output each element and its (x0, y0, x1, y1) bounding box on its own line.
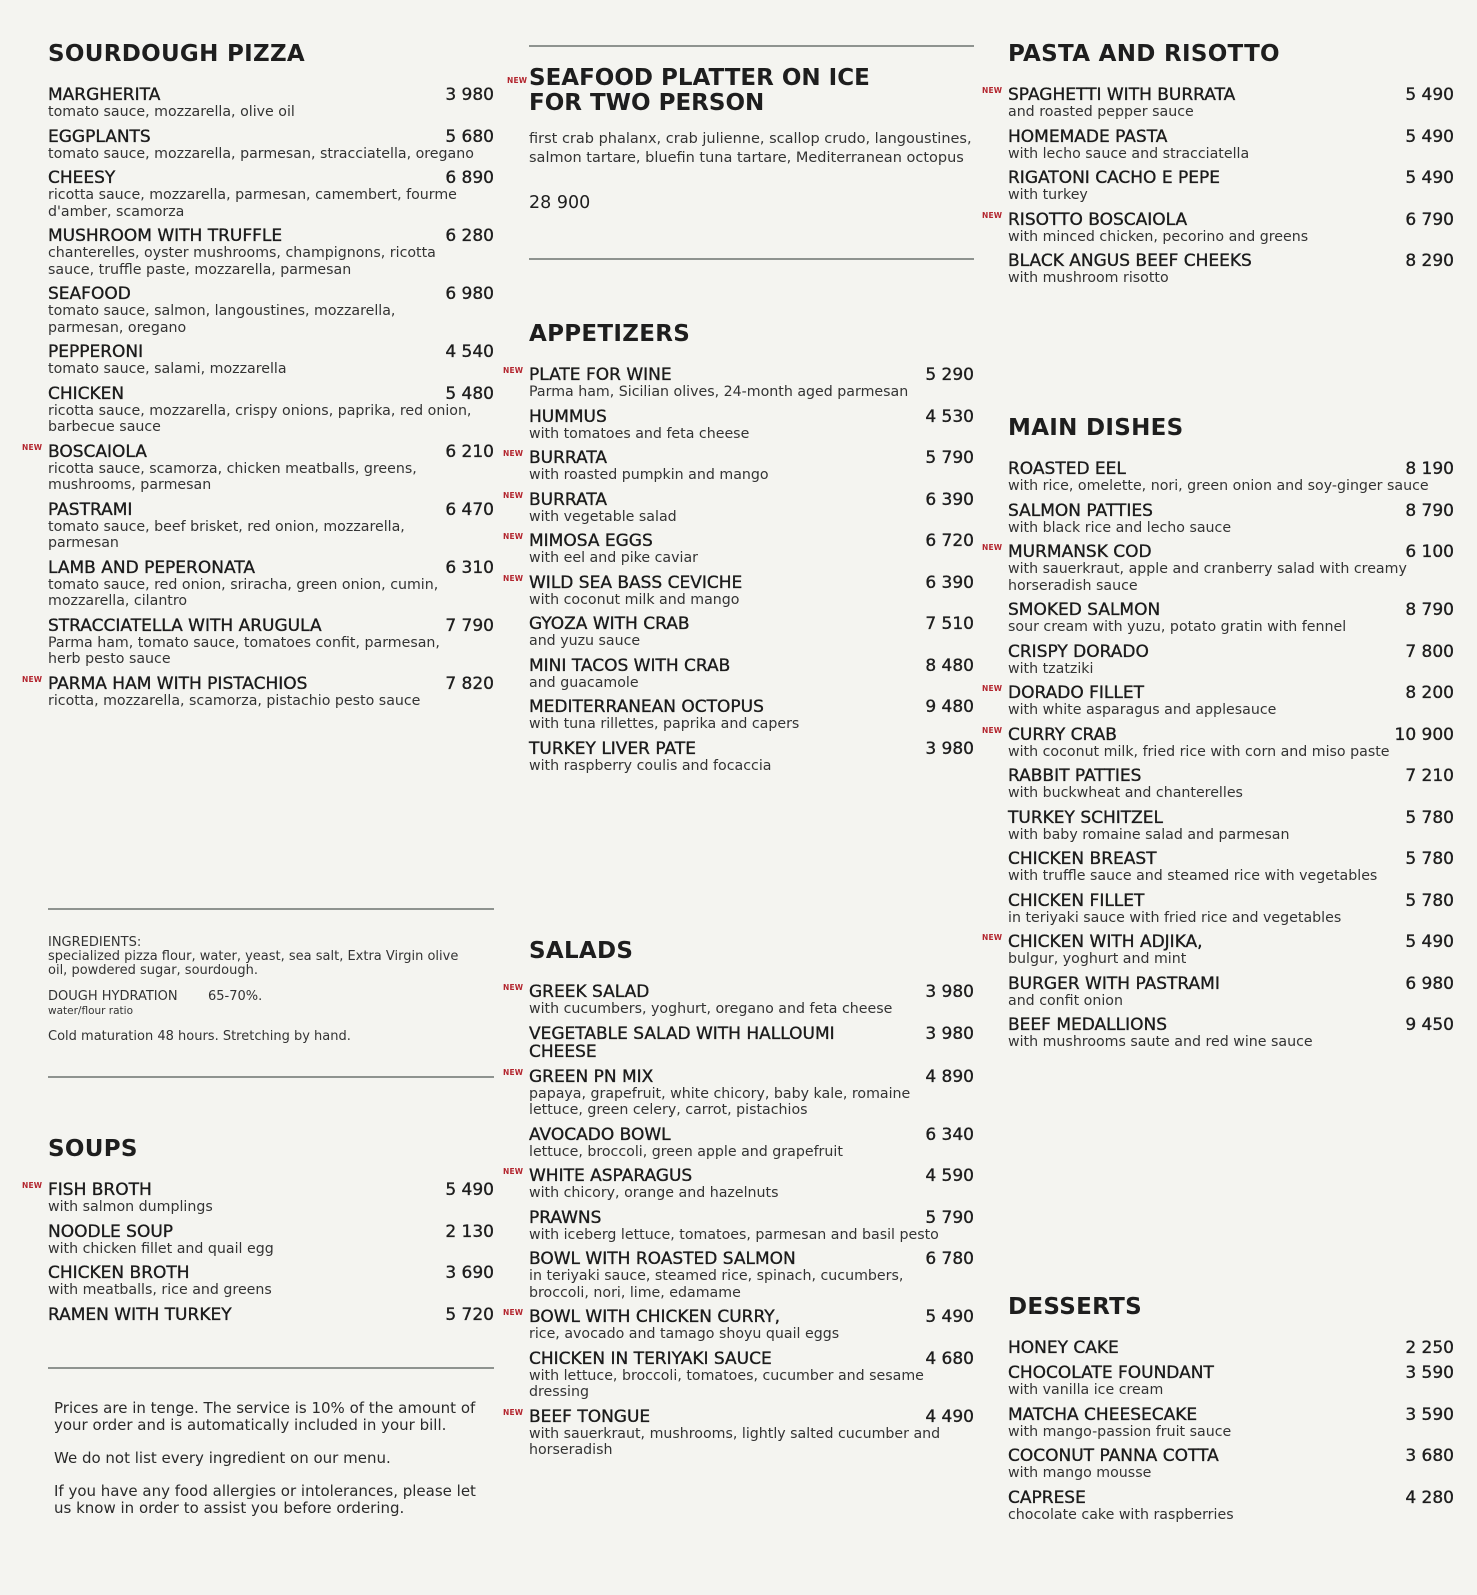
menu-item (503, 448, 974, 484)
menu-list (503, 982, 974, 1459)
item-price: 6 470 (445, 499, 494, 520)
ingredients-note (48, 936, 494, 1044)
item-desc: lettuce, broccoli, green apple and grapefruit (529, 1143, 843, 1160)
item-name: NOODLE SOUP (48, 1221, 174, 1242)
item-price: 6 280 (445, 226, 494, 246)
item-price: 6 310 (445, 557, 494, 578)
item-desc: with coconut milk, fried rice with corn and miso paste (1008, 743, 1390, 760)
item-name: CRISPY DORADO (1008, 641, 1149, 662)
item-desc: with buckwheat and chanterelles (1008, 785, 1243, 801)
new-badge: NEW (503, 490, 524, 500)
item-desc: with eel and pike caviar (529, 550, 698, 566)
item-name: BURGER WITH PASTRAMI (1008, 973, 1220, 994)
new-badge: NEW (982, 210, 1003, 220)
menu-item (503, 489, 974, 526)
menu-item (1008, 1447, 1454, 1482)
item-desc: ricotta sauce, scamorza, chicken meatballs, greens, mushrooms, parmesan (48, 460, 417, 493)
item-name: RABBIT PATTIES (1008, 766, 1142, 786)
note-allergies: If you have any food allergies or intolerances, please let us know in order to assist you before ordering. (54, 1482, 476, 1517)
item-name: CHICKEN IN TERIYAKI SAUCE (529, 1348, 772, 1369)
menu-item (982, 85, 1454, 121)
new-badge: NEW (503, 983, 524, 992)
item-price: 6 780 (925, 1249, 974, 1269)
item-name: SEAFOOD (48, 284, 131, 304)
item-name: HONEY CAKE (1008, 1338, 1119, 1358)
item-name: BEEF MEDALLIONS (1008, 1015, 1168, 1035)
item-name: MATCHA CHEESECAKE (1008, 1404, 1198, 1425)
menu-item (529, 408, 974, 443)
section-appetizers (503, 320, 974, 781)
item-name: WILD SEA BASS CEVICHE (529, 572, 743, 593)
menu-item (48, 617, 494, 668)
item-name: BEEF TONGUE (529, 1406, 651, 1427)
section-desserts (1008, 1293, 1454, 1530)
divider (48, 908, 494, 910)
item-price: 6 790 (1405, 209, 1454, 230)
section-title: DESSERTS (1008, 1294, 1142, 1320)
item-price: 5 490 (1405, 168, 1454, 188)
item-price: 8 200 (1405, 683, 1454, 703)
item-desc: tomato sauce, red onion, sriracha, green onion, cumin, mozzarella, cilantro (48, 576, 439, 609)
item-desc: with roasted pumpkin and mango (529, 467, 769, 483)
note-ingredients: We do not list every ingredient on our menu. (54, 1449, 391, 1467)
new-badge: NEW (22, 1181, 43, 1190)
item-price: 8 290 (1405, 251, 1454, 271)
item-price: 4 680 (925, 1348, 974, 1369)
item-price: 5 720 (445, 1304, 494, 1325)
item-name: CHICKEN BROTH (48, 1263, 190, 1283)
item-name: STRACCIATELLA WITH ARUGULA (48, 615, 322, 636)
section-title: MAIN DISHES (1008, 415, 1184, 441)
new-badge: NEW (503, 1407, 524, 1417)
menu-item (529, 740, 974, 775)
item-desc: with meatballs, rice and greens (48, 1282, 272, 1298)
item-desc: tomato sauce, mozzarella, parmesan, stracciatella, oregano (48, 145, 474, 162)
menu-list (22, 1180, 494, 1325)
menu-list (982, 85, 1454, 287)
menu-item (1008, 1339, 1454, 1357)
item-price: 3 680 (1405, 1446, 1454, 1466)
item-desc: and confit onion (1008, 992, 1123, 1009)
item-price: 4 890 (925, 1066, 974, 1087)
item-desc: with salmon dumplings (48, 1199, 213, 1215)
item-price: 5 780 (1405, 849, 1454, 869)
menu-item (48, 285, 494, 336)
item-price: 5 490 (445, 1180, 494, 1200)
item-name: CHICKEN FILLET (1008, 890, 1145, 911)
new-badge: NEW (503, 1167, 524, 1176)
item-name: SALMON PATTIES (1008, 500, 1153, 521)
item-name: TURKEY LIVER PATE (529, 738, 696, 759)
menu-item (48, 385, 494, 436)
item-name: BOWL WITH CHICKEN CURRY, (529, 1307, 781, 1327)
new-badge: NEW (982, 86, 1003, 95)
item-name: MURMANSK COD (1008, 542, 1152, 562)
item-desc: with baby romaine salad and parmesan (1008, 826, 1290, 843)
item-desc: rice, avocado and tamago shoyu quail eggs (529, 1326, 840, 1342)
item-name: ROASTED EEL (1008, 459, 1126, 479)
menu-item (982, 542, 1454, 594)
section-pasta (982, 40, 1454, 294)
item-name: RIGATONI CACHO E PEPE (1008, 168, 1220, 188)
item-desc: with minced chicken, pecorino and greens (1008, 228, 1309, 245)
maturation-text: Cold maturation 48 hours. Stretching by hand. (48, 1029, 351, 1044)
platter-desc: first crab phalanx, crab julienne, scallop crudo, langoustines, salmon tartare, bluefin tuna tartare, Mediterranean octopus (529, 131, 972, 166)
item-desc: with sauerkraut, mushrooms, lightly salted cucumber and horseradish (529, 1425, 941, 1458)
item-price: 6 720 (925, 531, 974, 551)
item-price: 7 210 (1405, 766, 1454, 786)
item-name: PRAWNS (529, 1207, 602, 1228)
platter-title (507, 65, 974, 116)
new-badge: NEW (503, 449, 524, 458)
item-name: BOWL WITH ROASTED SALMON (529, 1249, 796, 1269)
item-price: 6 980 (1405, 973, 1454, 994)
item-price: 5 290 (925, 365, 974, 385)
item-desc: with sauerkraut, apple and cranberry salad with creamy horseradish sauce (1008, 561, 1407, 594)
item-price: 6 390 (925, 489, 974, 510)
item-desc: with mango-passion fruit sauce (1008, 1423, 1232, 1440)
item-desc: chanterelles, oyster mushrooms, champignons, ricotta sauce, truffle paste, mozzarella, parmesan (48, 245, 436, 278)
menu-item (1008, 601, 1454, 636)
item-name: BOSCAIOLA (48, 441, 147, 462)
menu-item (48, 1306, 494, 1324)
menu-item (1008, 252, 1454, 287)
item-desc: with truffle sauce and steamed rice with vegetables (1008, 868, 1378, 884)
menu-item (48, 128, 494, 163)
item-name: PASTRAMI (48, 499, 133, 520)
menu-item (503, 1166, 974, 1202)
item-price: 3 980 (925, 1023, 974, 1044)
item-name: HOMEMADE PASTA (1008, 126, 1168, 147)
item-name: HUMMUS (529, 406, 607, 427)
menu-item (48, 559, 494, 610)
item-price: 2 250 (1405, 1338, 1454, 1358)
menu-item (529, 1209, 974, 1244)
item-desc: with lecho sauce and stracciatella (1008, 145, 1250, 162)
item-name: CURRY CRAB (1008, 724, 1117, 745)
divider (48, 1367, 494, 1369)
item-desc: tomato sauce, mozzarella, olive oil (48, 104, 295, 120)
item-price: 4 280 (1405, 1487, 1454, 1508)
item-price: 3 590 (1405, 1363, 1454, 1383)
platter-price: 28 900 (529, 193, 591, 213)
menu-item (529, 615, 974, 650)
item-price: 9 480 (925, 697, 974, 717)
menu-item (1008, 1364, 1454, 1399)
item-name: MEDITERRANEAN OCTOPUS (529, 697, 764, 717)
menu-item (1008, 1406, 1454, 1441)
item-desc: tomato sauce, salmon, langoustines, mozzarella, parmesan, oregano (48, 303, 396, 336)
item-desc: with lettuce, broccoli, tomatoes, cucumber and sesame dressing (529, 1367, 924, 1400)
new-badge: NEW (982, 725, 1003, 735)
item-name: GYOZA WITH CRAB (529, 614, 690, 634)
menu-item (22, 1180, 494, 1216)
section-title: SOUPS (48, 1136, 138, 1162)
item-price: 8 790 (1405, 600, 1454, 620)
item-price: 5 490 (1405, 85, 1454, 105)
item-price: 3 590 (1405, 1404, 1454, 1425)
item-desc: chocolate cake with raspberries (1008, 1506, 1234, 1523)
menu-item (1008, 128, 1454, 163)
platter-title-text: SEAFOOD PLATTER ON ICE FOR TWO PERSON (529, 65, 870, 116)
menu-item (529, 1025, 974, 1061)
item-name: COCONUT PANNA COTTA (1008, 1446, 1219, 1466)
item-desc: with vegetable salad (529, 508, 677, 525)
menu-item (1008, 850, 1454, 885)
new-badge: NEW (982, 933, 1003, 942)
item-name: CHOCOLATE FOUNDANT (1008, 1363, 1214, 1383)
menu-item (529, 657, 974, 692)
item-price: 3 690 (445, 1263, 494, 1283)
menu-item (982, 724, 1454, 761)
item-name: FISH BROTH (48, 1180, 152, 1200)
new-badge: NEW (22, 674, 43, 684)
menu-item (22, 441, 494, 494)
item-price: 5 680 (445, 126, 494, 147)
item-price: 8 190 (1405, 459, 1454, 479)
menu-item (48, 501, 494, 552)
item-desc: with rice, omelette, nori, green onion and soy-ginger sauce (1008, 478, 1429, 494)
item-price: 4 540 (445, 342, 494, 362)
item-desc: with tomatoes and feta cheese (529, 425, 750, 442)
item-desc: with white asparagus and applesauce (1008, 702, 1277, 718)
item-desc: ricotta, mozzarella, scamorza, pistachio pesto sauce (48, 692, 421, 709)
item-price: 7 510 (925, 614, 974, 634)
item-name: LAMB AND PEPERONATA (48, 557, 255, 578)
menu-item (503, 531, 974, 567)
item-price: 7 790 (445, 615, 494, 636)
item-name: CHICKEN (48, 383, 125, 404)
hydration-label: DOUGH HYDRATION (48, 989, 178, 1004)
item-price: 5 790 (925, 448, 974, 468)
item-desc: with chicory, orange and hazelnuts (529, 1185, 779, 1201)
new-badge: NEW (982, 684, 1003, 693)
item-desc: with mushroom risotto (1008, 270, 1169, 286)
menu-item (529, 1126, 974, 1161)
menu-item (1008, 975, 1454, 1010)
item-price: 6 390 (925, 572, 974, 593)
item-price: 6 340 (925, 1124, 974, 1145)
item-desc: with mango mousse (1008, 1465, 1152, 1481)
item-price: 6 100 (1405, 542, 1454, 562)
item-name: WHITE ASPARAGUS (529, 1166, 693, 1186)
section-soups (22, 1135, 494, 1331)
item-name: AVOCADO BOWL (529, 1124, 671, 1145)
menu-item (503, 1066, 974, 1119)
menu-item (1008, 502, 1454, 537)
new-badge: NEW (22, 442, 43, 452)
item-price: 2 130 (445, 1221, 494, 1242)
item-desc: with cucumbers, yoghurt, oregano and feta cheese (529, 1001, 893, 1017)
menu-item (1008, 643, 1454, 678)
item-price: 4 590 (925, 1166, 974, 1186)
menu-list (22, 85, 494, 709)
hydration-value: 65-70%. (208, 989, 263, 1004)
menu-item (1008, 809, 1454, 844)
item-price: 8 480 (925, 655, 974, 676)
item-desc: with mushrooms saute and red wine sauce (1008, 1034, 1313, 1050)
item-name: VEGETABLE SALAD WITH HALLOUMI CHEESE (529, 1023, 835, 1062)
item-price: 5 780 (1405, 890, 1454, 911)
item-desc: Parma ham, tomato sauce, tomatoes confit, parmesan, herb pesto sauce (48, 634, 440, 667)
item-price: 9 450 (1405, 1015, 1454, 1035)
menu-item (48, 1264, 494, 1299)
item-desc: with black rice and lecho sauce (1008, 519, 1232, 536)
menu-item (529, 1250, 974, 1301)
section-pizza (22, 40, 494, 716)
item-name: PARMA HAM WITH PISTACHIOS (48, 673, 308, 694)
item-desc: papaya, grapefruit, white chicory, baby kale, romaine lettuce, green celery, carrot, pistachios (529, 1085, 911, 1118)
item-desc: tomato sauce, beef brisket, red onion, mozzarella, parmesan (48, 518, 405, 551)
item-name: RISOTTO BOSCAIOLA (1008, 209, 1188, 230)
ingredients-text: specialized pizza flour, water, yeast, sea salt, Extra Virgin olive oil, powdered sugar, sourdough. (48, 949, 459, 978)
item-desc: with tuna rillettes, paprika and capers (529, 716, 800, 732)
item-desc: in teriyaki sauce with fried rice and vegetables (1008, 909, 1342, 926)
item-price: 3 980 (925, 738, 974, 759)
item-desc: with turkey (1008, 187, 1088, 203)
item-name: CHICKEN WITH ADJIKA, (1008, 932, 1203, 952)
item-price: 6 890 (445, 168, 494, 188)
menu-item (1008, 169, 1454, 204)
item-name: CAPRESE (1008, 1487, 1086, 1508)
menu-item (48, 169, 494, 220)
menu-item (503, 572, 974, 609)
ingredients-label: INGREDIENTS: (48, 935, 142, 950)
menu-item (22, 673, 494, 710)
new-badge: NEW (503, 532, 524, 541)
item-desc: and roasted pepper sauce (1008, 104, 1194, 120)
menu-item (1008, 767, 1454, 802)
menu-list (503, 365, 974, 774)
item-name: MIMOSA EGGS (529, 531, 653, 551)
section-mains (982, 414, 1454, 1058)
item-name: CHICKEN BREAST (1008, 849, 1157, 869)
new-badge: NEW (503, 1067, 524, 1077)
menu-item (1008, 892, 1454, 927)
menu-item (48, 86, 494, 121)
new-badge: NEW (507, 76, 528, 85)
menu-item (503, 365, 974, 401)
item-name: MARGHERITA (48, 85, 161, 105)
item-name: DORADO FILLET (1008, 683, 1144, 703)
menu-item (1008, 460, 1454, 495)
item-name: GREEK SALAD (529, 982, 650, 1002)
item-desc: sour cream with yuzu, potato gratin with fennel (1008, 619, 1347, 635)
item-desc: ricotta sauce, mozzarella, crispy onions, paprika, red onion, barbecue sauce (48, 402, 472, 435)
item-desc: ricotta sauce, mozzarella, parmesan, camembert, fourme d'amber, scamorza (48, 187, 457, 220)
item-price: 6 210 (445, 441, 494, 462)
item-name: EGGPLANTS (48, 126, 151, 147)
item-desc: with iceberg lettuce, tomatoes, parmesan and basil pesto (529, 1226, 939, 1243)
menu-item (982, 683, 1454, 719)
item-desc: and guacamole (529, 674, 639, 691)
section-title: PASTA AND RISOTTO (1008, 41, 1280, 67)
menu-item (48, 343, 494, 378)
item-desc: with raspberry coulis and focaccia (529, 757, 772, 774)
new-badge: NEW (503, 573, 524, 583)
item-desc: in teriyaki sauce, steamed rice, spinach, cucumbers, broccoli, nori, lime, edamame (529, 1268, 904, 1301)
section-title: APPETIZERS (529, 321, 691, 347)
item-price: 5 480 (445, 383, 494, 404)
item-price: 5 490 (1405, 126, 1454, 147)
menu-list (1008, 1339, 1454, 1523)
item-price: 5 790 (925, 1207, 974, 1228)
item-desc: with tzatziki (1008, 660, 1094, 677)
item-name: TURKEY SCHITZEL (1008, 807, 1164, 828)
item-name: MINI TACOS WITH CRAB (529, 655, 731, 676)
new-badge: NEW (503, 366, 524, 375)
item-price: 6 980 (445, 284, 494, 304)
item-price: 4 530 (925, 406, 974, 427)
divider (529, 45, 974, 47)
item-desc: and yuzu sauce (529, 633, 641, 649)
menu-item (48, 227, 494, 278)
menu-item (503, 1406, 974, 1459)
item-desc: with chicken fillet and quail egg (48, 1240, 274, 1257)
menu-item (982, 932, 1454, 968)
item-name: PLATE FOR WINE (529, 365, 672, 385)
item-desc: bulgur, yoghurt and mint (1008, 951, 1187, 967)
item-price: 7 820 (445, 673, 494, 694)
menu-item (48, 1223, 494, 1258)
item-name: BLACK ANGUS BEEF CHEEKS (1008, 251, 1252, 271)
item-name: MUSHROOM WITH TRUFFLE (48, 226, 283, 246)
divider (529, 258, 974, 260)
hydration-note: water/flour ratio (48, 1005, 134, 1017)
menu-item (529, 698, 974, 733)
item-price: 8 790 (1405, 500, 1454, 521)
item-name: CHEESY (48, 168, 116, 188)
item-name: PEPPERONI (48, 342, 144, 362)
menu-item (503, 1307, 974, 1343)
item-desc: Parma ham, Sicilian olives, 24-month aged parmesan (529, 384, 909, 400)
item-price: 7 800 (1405, 641, 1454, 662)
menu-item (529, 1350, 974, 1401)
item-name: GREEN PN MIX (529, 1066, 654, 1087)
item-name: SPAGHETTI WITH BURRATA (1008, 85, 1236, 105)
divider (48, 1076, 494, 1078)
seafood-platter (507, 65, 974, 213)
note-prices: Prices are in tenge. The service is 10% of the amount of your order and is automatically included in your bill. (54, 1399, 476, 1434)
notes (48, 1400, 494, 1533)
item-price: 10 900 (1394, 724, 1454, 745)
item-desc: tomato sauce, salami, mozzarella (48, 361, 287, 377)
menu-item (1008, 1489, 1454, 1524)
new-badge: NEW (503, 1308, 524, 1317)
section-salads (503, 937, 974, 1466)
item-name: BURRATA (529, 448, 608, 468)
item-name: BURRATA (529, 489, 608, 510)
item-price: 5 780 (1405, 807, 1454, 828)
item-name: SMOKED SALMON (1008, 600, 1161, 620)
item-desc: with vanilla ice cream (1008, 1382, 1164, 1398)
item-name: RAMEN WITH TURKEY (48, 1304, 232, 1325)
menu-item (503, 982, 974, 1018)
item-price: 4 490 (925, 1406, 974, 1427)
item-price: 3 980 (925, 982, 974, 1002)
section-title: SOURDOUGH PIZZA (48, 41, 306, 67)
menu-item (1008, 1016, 1454, 1051)
item-price: 5 490 (925, 1307, 974, 1327)
menu-item (982, 209, 1454, 246)
item-price: 5 490 (1405, 932, 1454, 952)
section-title: SALADS (529, 938, 634, 964)
new-badge: NEW (982, 543, 1003, 552)
menu-list (982, 459, 1454, 1051)
item-price: 3 980 (445, 85, 494, 105)
item-desc: with coconut milk and mango (529, 591, 740, 608)
